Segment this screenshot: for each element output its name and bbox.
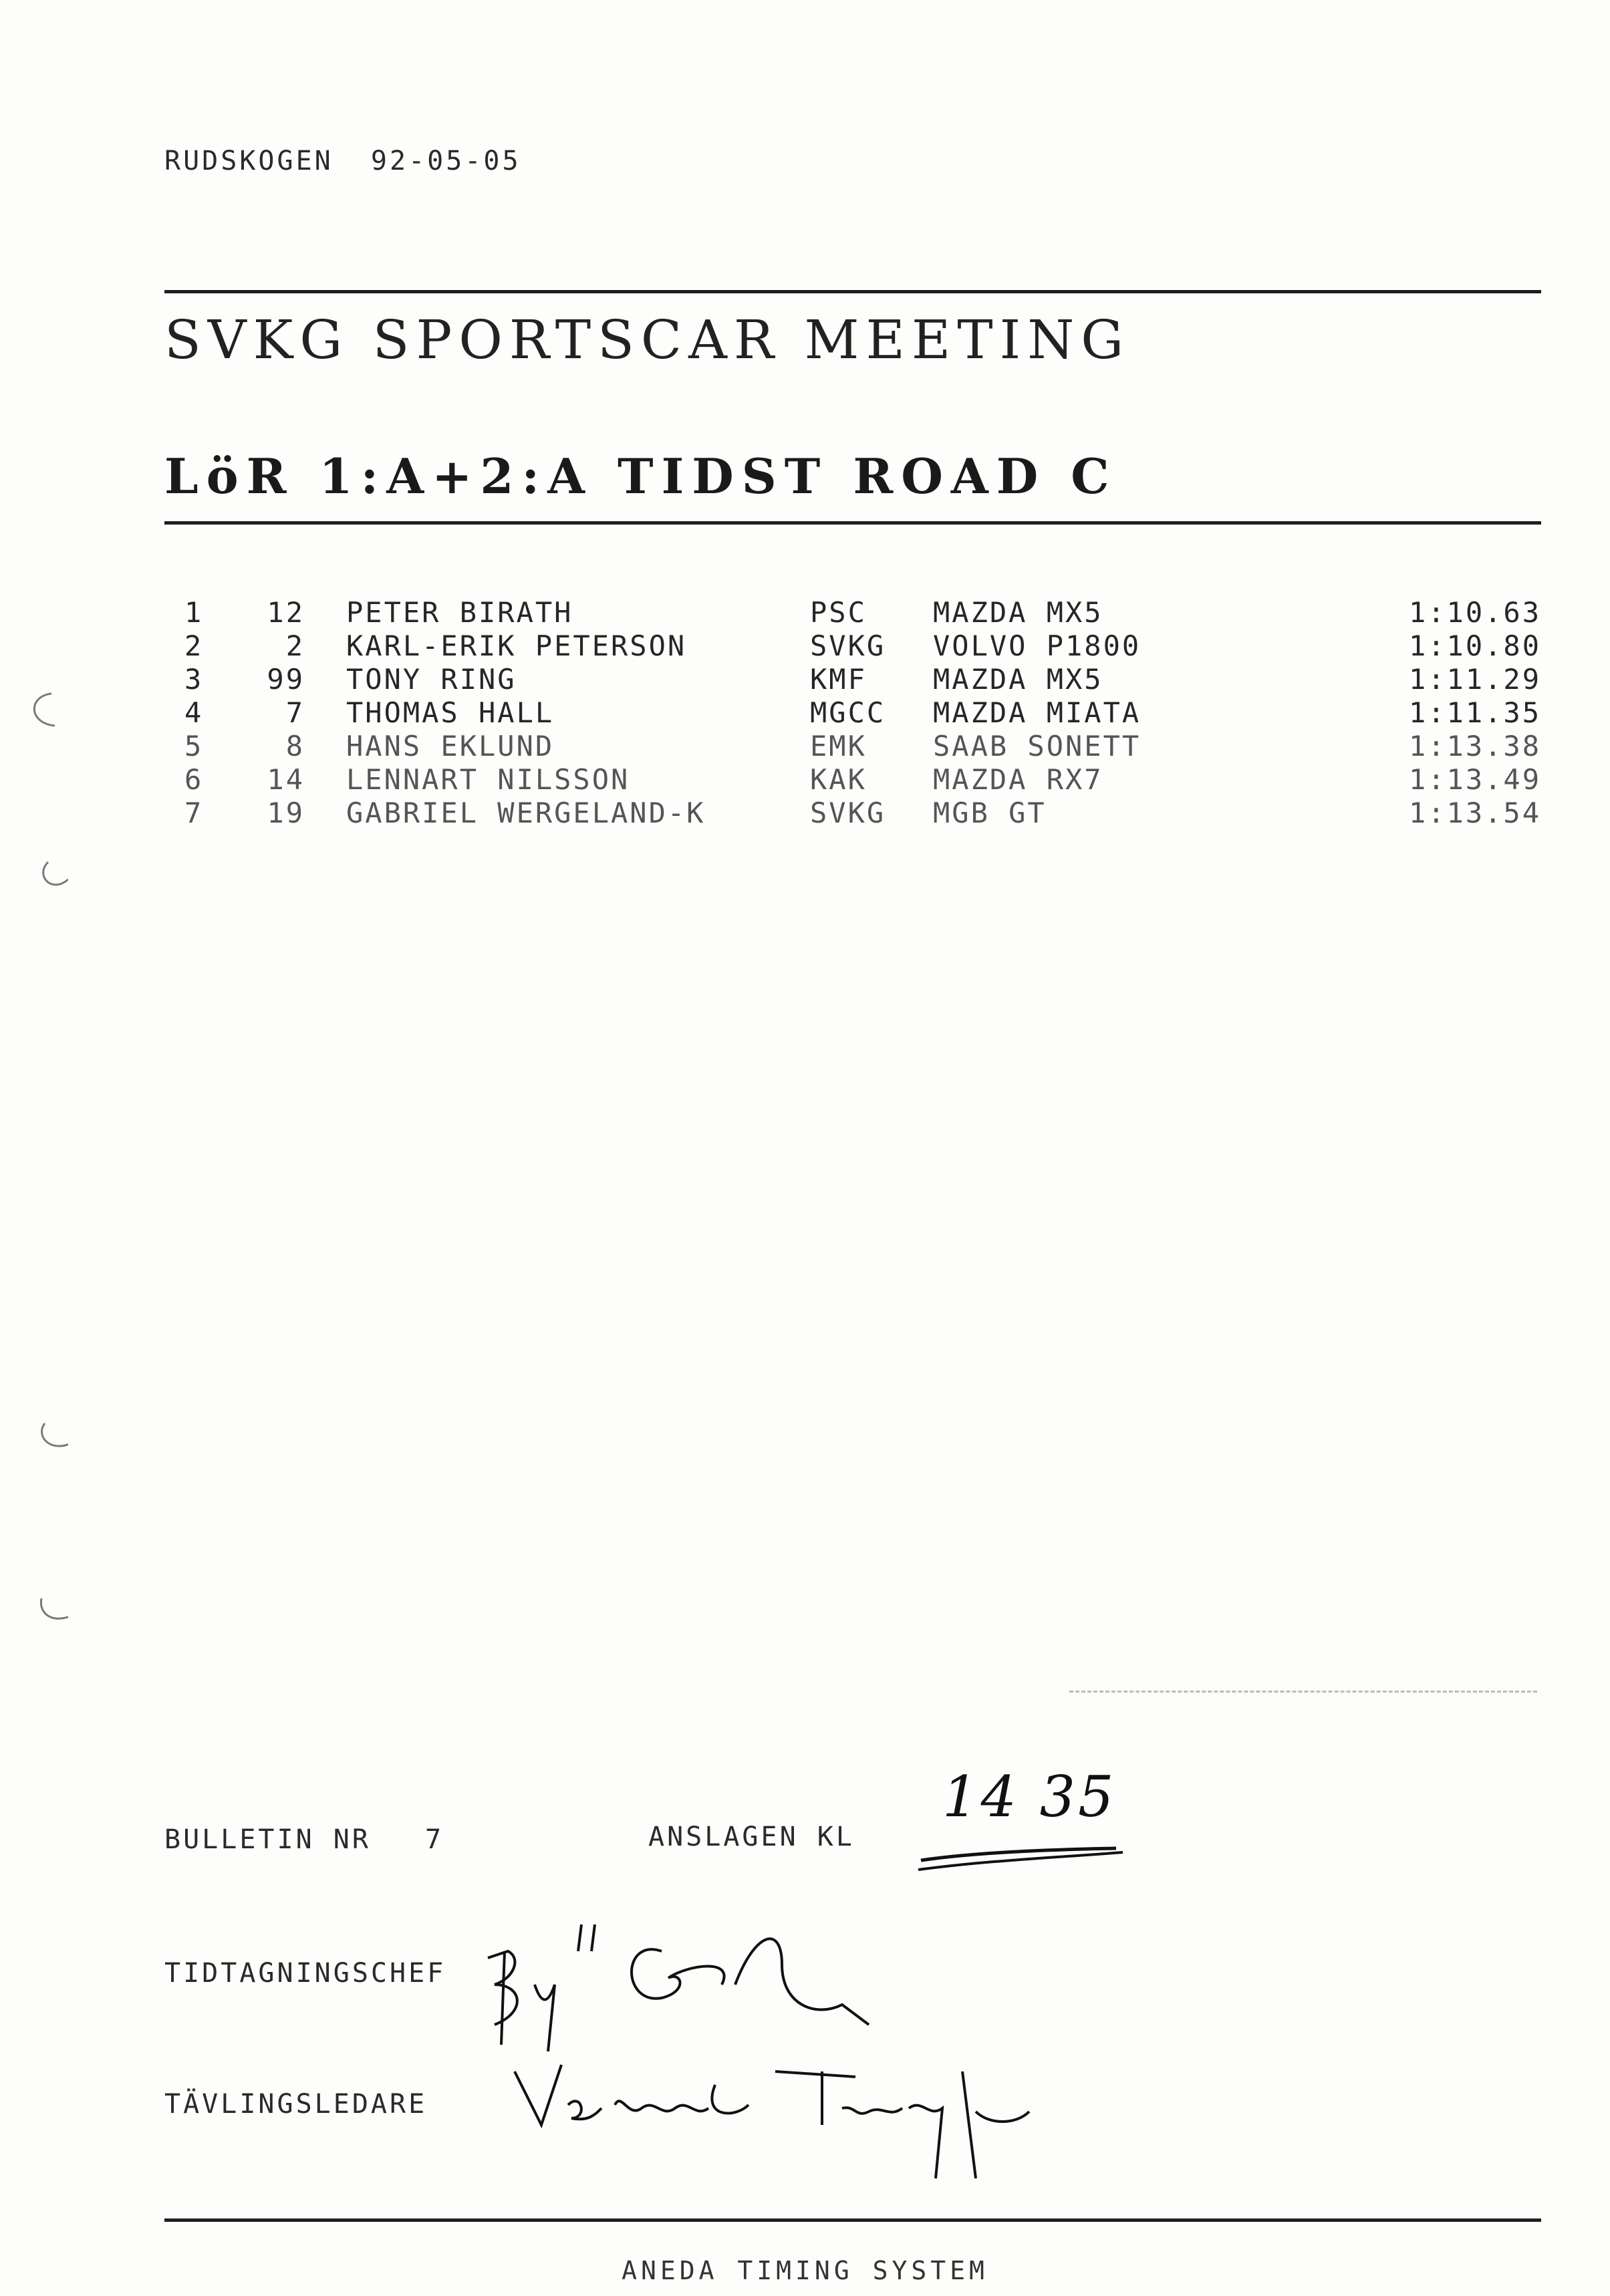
footer-rule [164, 2218, 1541, 2222]
car-model-cell: MAZDA MX5 [933, 596, 1103, 629]
club-cell: MGCC [810, 696, 886, 729]
car-number-cell: 19 [267, 797, 305, 829]
driver-name-cell: LENNART NILSSON [346, 763, 630, 796]
club-cell: EMK [810, 730, 867, 762]
footer-system-label: ANEDA TIMING SYSTEM [622, 2256, 988, 2285]
car-model-cell: MGB GT [933, 797, 1047, 829]
car-number-cell: 7 [285, 696, 305, 729]
position-cell: 7 [184, 797, 204, 829]
table-row [164, 797, 1541, 830]
document-title: SVKG SPORTSCAR MEETING [164, 309, 1131, 371]
venue-date-line: RUDSKOGEN 92-05-05 [164, 146, 521, 176]
punch-hole-mark [15, 1584, 68, 1637]
dotted-line [1069, 1691, 1537, 1693]
results-table [164, 596, 1541, 830]
position-cell: 3 [184, 663, 204, 696]
driver-name-cell: THOMAS HALL [346, 696, 555, 729]
position-cell: 1 [184, 596, 204, 629]
document-subtitle: LöR 1:A+2:A TIDST ROAD C [164, 448, 1117, 505]
car-model-cell: MAZDA MIATA [933, 696, 1142, 729]
lap-time-cell: 1:13.49 [1408, 763, 1541, 796]
table-row [164, 596, 1541, 629]
lap-time-cell: 1:11.35 [1408, 696, 1541, 729]
table-row [164, 629, 1541, 663]
car-number-cell: 99 [267, 663, 305, 696]
driver-name-cell: GABRIEL WERGELAND-K [346, 797, 706, 829]
race-director-signature [508, 2045, 1056, 2192]
table-row [164, 730, 1541, 763]
position-cell: 4 [184, 696, 204, 729]
club-cell: KAK [810, 763, 867, 796]
lap-time-cell: 1:13.38 [1408, 730, 1541, 762]
timing-chief-signature [468, 1911, 922, 2058]
driver-name-cell: PETER BIRATH [346, 596, 573, 629]
punch-hole-mark [15, 682, 68, 735]
posted-time-text: 14 35 [942, 1764, 1117, 1830]
bulletin-label: BULLETIN NR [164, 1824, 371, 1855]
position-cell: 5 [184, 730, 204, 762]
car-model-cell: MAZDA MX5 [933, 663, 1103, 696]
header-rule [164, 290, 1541, 293]
car-number-cell: 14 [267, 763, 305, 796]
club-cell: PSC [810, 596, 867, 629]
club-cell: KMF [810, 663, 867, 696]
punch-hole-mark [15, 849, 68, 902]
lap-time-cell: 1:10.80 [1408, 629, 1541, 662]
car-number-cell: 2 [285, 629, 305, 662]
car-number-cell: 12 [267, 596, 305, 629]
subtitle-rule [164, 521, 1541, 525]
position-cell: 2 [184, 629, 204, 662]
car-number-cell: 8 [285, 730, 305, 762]
driver-name-cell: TONY RING [346, 663, 517, 696]
table-row [164, 696, 1541, 730]
driver-name-cell: HANS EKLUND [346, 730, 555, 762]
club-cell: SVKG [810, 629, 886, 662]
table-row [164, 663, 1541, 696]
position-cell: 6 [184, 763, 204, 796]
car-model-cell: VOLVO P1800 [933, 629, 1142, 662]
bulletin-number: 7 [425, 1824, 444, 1855]
timing-chief-label: TIDTAGNINGSCHEF [164, 1958, 446, 1989]
club-cell: SVKG [810, 797, 886, 829]
race-director-label: TÄVLINGSLEDARE [164, 2089, 428, 2120]
car-model-cell: MAZDA RX7 [933, 763, 1103, 796]
punch-hole-mark [15, 1410, 68, 1463]
table-row [164, 763, 1541, 797]
lap-time-cell: 1:11.29 [1408, 663, 1541, 696]
posted-label: ANSLAGEN KL [648, 1822, 855, 1852]
lap-time-cell: 1:13.54 [1408, 797, 1541, 829]
underline-strokes [916, 1838, 1129, 1884]
driver-name-cell: KARL-ERIK PETERSON [346, 629, 687, 662]
lap-time-cell: 1:10.63 [1408, 596, 1541, 629]
car-model-cell: SAAB SONETT [933, 730, 1142, 762]
posted-time-handwritten [916, 1764, 1129, 1878]
